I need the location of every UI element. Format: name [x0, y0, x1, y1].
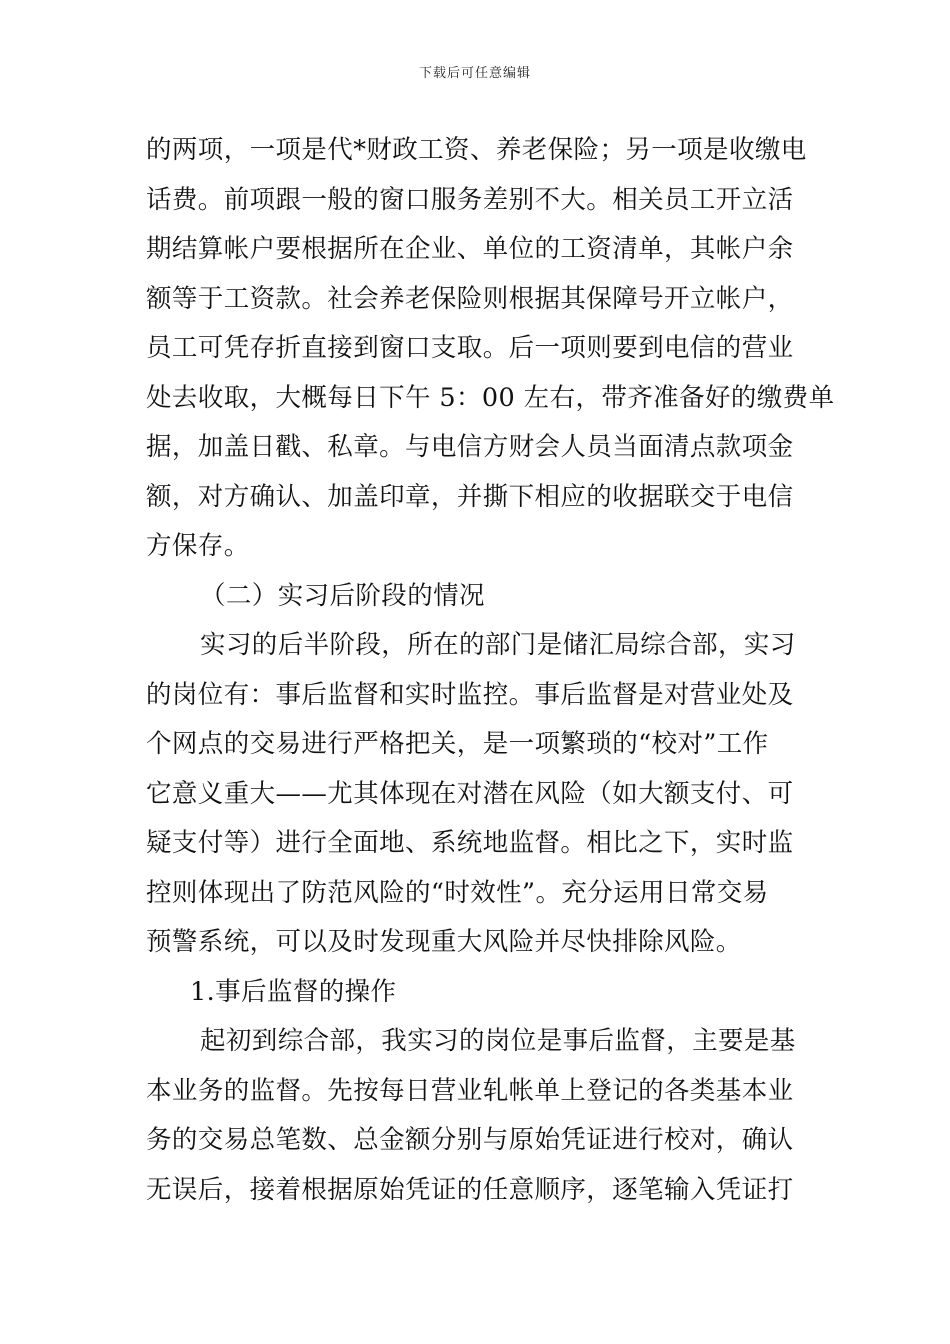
text-line: 个网点的交易进行严格把关，是一项繁琐的“校对”工作 [146, 729, 769, 759]
text-line: 期结算帐户要根据所在企业、单位的工资清单，其帐户余 [146, 234, 794, 264]
text-line: 本业务的监督。先按每日营业轧帐单上登记的各类基本业 [146, 1075, 794, 1106]
text-line: 控则体现出了防范风险的“时效性”。充分运用日常交易 [146, 877, 769, 908]
text-line: 无误后，接着根据原始凭证的任意顺序，逐笔输入凭证打 [146, 1174, 794, 1205]
text-line: 据，加盖日戳、私章。与电信方财会人员当面清点款项金 [146, 432, 794, 462]
text-line: 疑支付等）进行全面地、系统地监督。相比之下，实时监 [146, 828, 794, 858]
text-line: 实习的后半阶段，所在的部门是储汇局综合部，实习 [200, 630, 796, 660]
text-line: 额，对方确认、加盖印章，并撕下相应的收据联交于电信 [146, 481, 794, 512]
text-line: 的两项，一项是代*财政工资、养老保险；另一项是收缴电 [146, 135, 807, 165]
text-line: 务的交易总笔数、总金额分别与原始凭证进行校对，确认 [146, 1125, 794, 1155]
text-line: 处去收取，大概每日下午 5：00 左右，带齐准备好的缴费单 [146, 382, 835, 413]
page-header: 下载后可任意编辑 [418, 66, 531, 81]
text-line: 的岗位有：事后监督和实时监控。事后监督是对营业处及 [146, 679, 794, 710]
text-line: 预警系统，可以及时发现重大风险并尽快排除风险。 [146, 927, 742, 957]
text-line: 方保存。 [146, 531, 250, 561]
text-line: 它意义重大——尤其体现在对潜在风险（如大额支付、可 [146, 778, 794, 809]
text-line: 额等于工资款。社会养老保险则根据其保障号开立帐户， [146, 283, 794, 314]
text-line: 话费。前项跟一般的窗口服务差别不大。相关员工开立活 [146, 184, 794, 215]
document-body [146, 126, 835, 1215]
subsection-heading: 1.事后监督的操作 [190, 976, 397, 1007]
text-line: 员工可凭存折直接到窗口支取。后一项则要到电信的营业 [146, 333, 794, 363]
section-heading: （二）实习后阶段的情况 [200, 580, 485, 611]
text-line: 起初到综合部，我实习的岗位是事后监督，主要是基 [200, 1026, 796, 1056]
